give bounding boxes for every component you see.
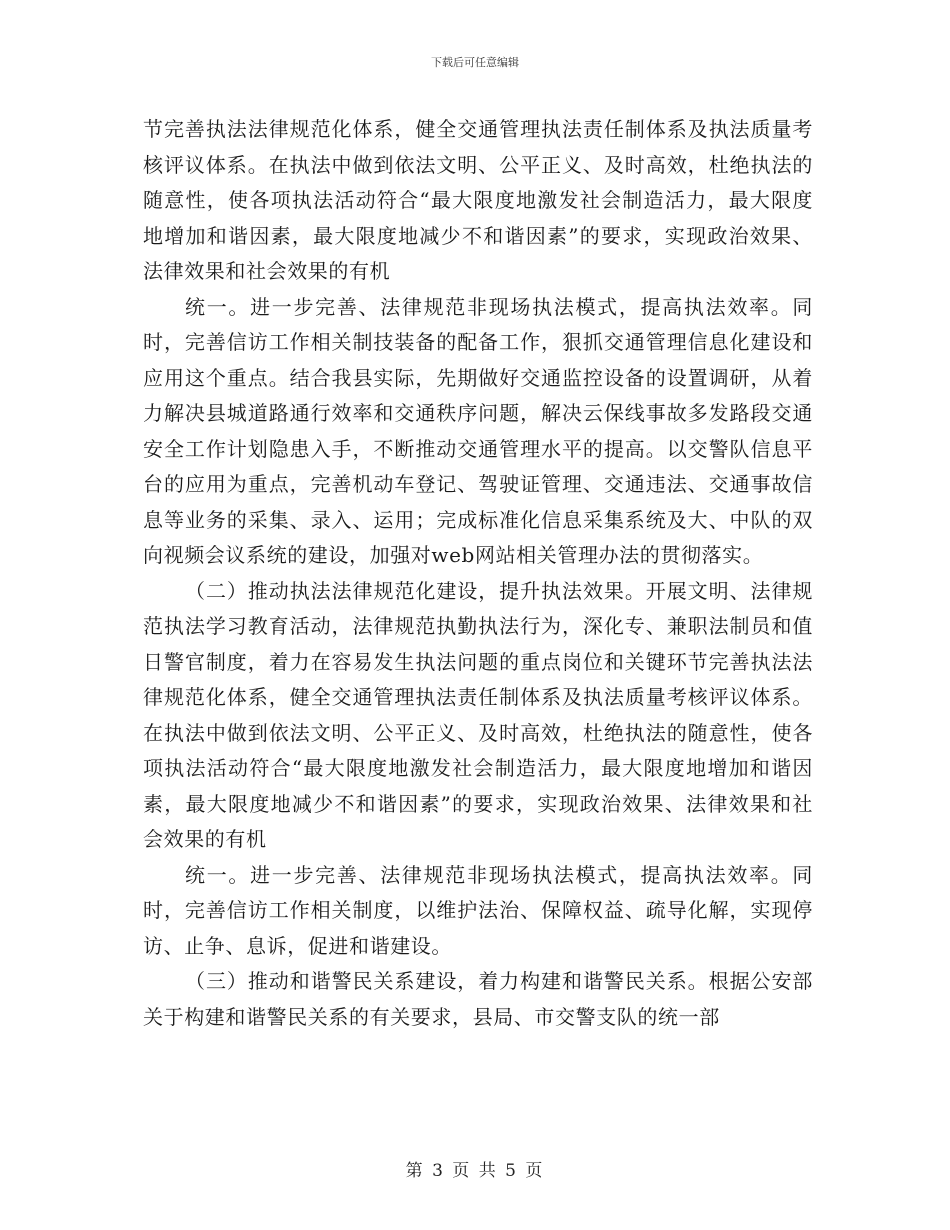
page-header-note: 下载后可任意编辑: [431, 56, 519, 69]
document-body: [143, 112, 813, 1035]
paragraph-2: 统一。进一步完善、法律规范非现场执法模式，提高执法效率。同时，完善信访工作相关制技装备的配备工作，狠抓交通管理信息化建设和应用这个重点。结合我县实际，先期做好交通监控设备的设置调研，从着力解决县城道路通行效率和交通秩序问题，解决云保线事故多发路段交通安全工作计划隐患入手，不断推动交通管理水平的提高。以交警队信息平台的应用为重点，完善机动车登记、驾驶证管理、交通违法、交通事故信息等业务的采集、录入、运用；完成标准化信息采集系统及大、中队的双向视频会议系统的建设，加强对web网站相关管理办法的贯彻落实。: [143, 294, 813, 567]
paragraph-1: 节完善执法法律规范化体系，健全交通管理执法责任制体系及执法质量考核评议体系。在执法中做到依法文明、公平正义、及时高效，杜绝执法的随意性，使各项执法活动符合“最大限度地激发社会制造活力，最大限度地增加和谐因素，最大限度地减少不和谐因素”的要求，实现政治效果、法律效果和社会效果的有机: [143, 117, 813, 283]
paragraph-4: 统一。进一步完善、法律规范非现场执法模式，提高执法效率。同时，完善信访工作相关制度，以维护法治、保障权益、疏导化解，实现停访、止争、息诉，促进和谐建设。: [143, 862, 813, 958]
paragraph-3: （二）推动执法法律规范化建设，提升执法效果。开展文明、法律规范执法学习教育活动，法律规范执勤执法行为，深化专、兼职法制员和值日警官制度，着力在容易发生执法问题的重点岗位和关键环节完善执法法律规范化体系，健全交通管理执法责任制体系及执法质量考核评议体系。在执法中做到依法文明、公平正义、及时高效，杜绝执法的随意性，使各项执法活动符合“最大限度地激发社会制造活力，最大限度地增加和谐因素，最大限度地减少不和谐因素”的要求，实现政治效果、法律效果和社会效果的有机: [143, 578, 813, 851]
paragraph-5: （三）推动和谐警民关系建设，着力构建和谐警民关系。根据公安部关于构建和谐警民关系的有关要求，县局、市交警支队的统一部: [143, 969, 813, 1029]
page-number: 第 3 页 共 5 页: [405, 1161, 545, 1181]
